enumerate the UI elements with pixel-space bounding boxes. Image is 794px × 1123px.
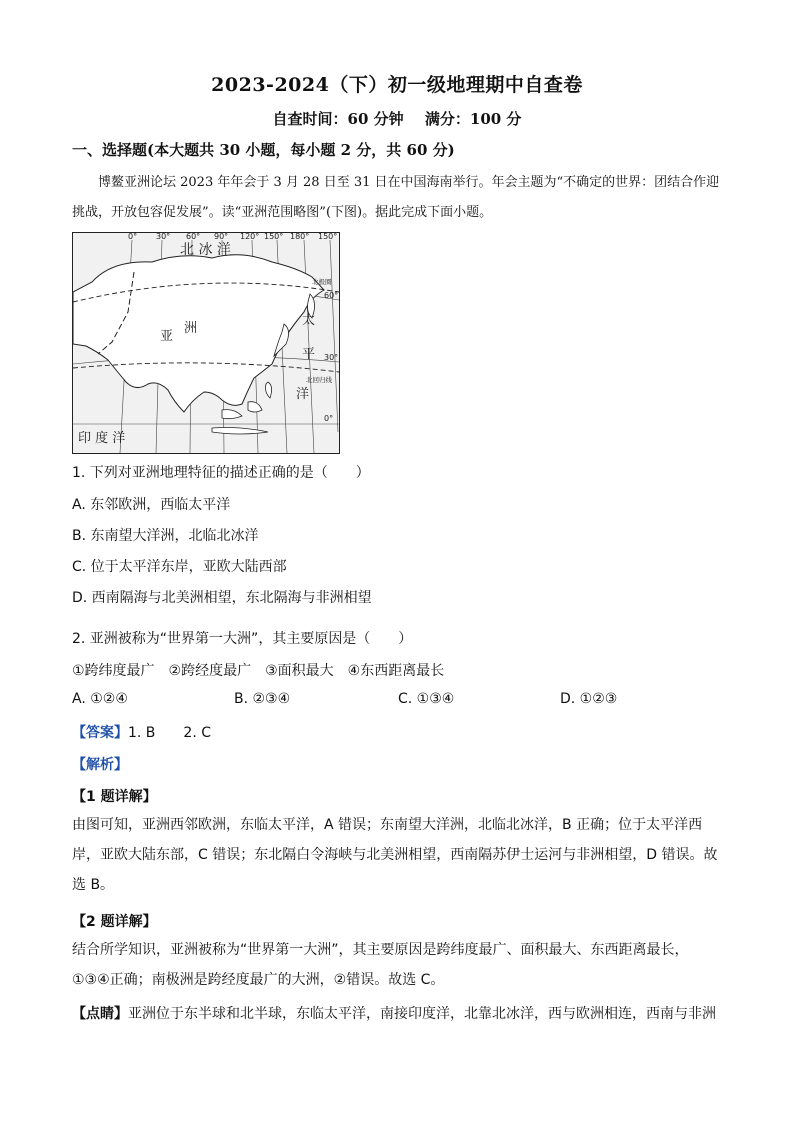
intro-paragraph: 博鳌亚洲论坛 2023 年年会于 3 月 28 日至 31 日在中国海南举行。年会主题为“不确定的世界：团结合作迎挑战，开放包容促发展”。读“亚洲范围略图”(下图)。据此完成下面小题。 — [72, 175, 720, 220]
q2-detail-heading: 【2 题详解】 — [72, 914, 157, 930]
lon-label: 150° — [318, 232, 338, 241]
question-2-stem: 2. 亚洲被称为“世界第一大洲”，其主要原因是（ ） — [72, 631, 413, 647]
lat-label: 0° — [324, 414, 334, 423]
lat-label: 30° — [324, 353, 339, 362]
section-heading: 一、选择题(本大题共 30 小题，每小题 2 分，共 60 分) — [72, 141, 455, 159]
lon-label: 90° — [214, 232, 229, 241]
q1-option-c: C. 位于太平洋东岸，亚欧大陆西部 — [72, 559, 287, 575]
lon-label: 180° — [290, 232, 310, 241]
q2-option-d: D. ①②③ — [560, 691, 618, 707]
asia-label: 洲 — [184, 321, 198, 336]
lon-label: 60° — [186, 232, 201, 241]
q2-option-c: C. ①③④ — [398, 691, 455, 707]
q1-option-a: A. 东邻欧洲，西临太平洋 — [72, 497, 231, 513]
q2-statements: ①跨纬度最广 ②跨经度最广 ③面积最大 ④东西距离最长 — [72, 663, 445, 679]
q2-options — [72, 691, 732, 707]
q2-option-a: A. ①②④ — [72, 691, 128, 707]
time-label: 自查时间：60 分钟 — [272, 110, 404, 128]
question-1-stem: 1. 下列对亚洲地理特征的描述正确的是（ ） — [72, 465, 370, 481]
q2-option-b: B. ②③④ — [234, 691, 291, 707]
point-text: 亚洲位于东半球和北半球，东临太平洋，南接印度洋，北靠北冰洋，西与欧洲相连，西南与非洲 — [128, 1006, 716, 1022]
indian-ocean-label: 印 度 洋 — [78, 431, 126, 446]
tropic-label: 北回归线 — [306, 376, 332, 384]
point-tag: 【点睛】 — [72, 1006, 128, 1022]
pacific-label: 平 — [302, 347, 316, 362]
page-title: 2023-2024（下）初一级地理期中自查卷 — [211, 74, 583, 96]
lon-label: 30° — [156, 232, 171, 241]
asia-label: 亚 — [160, 329, 174, 344]
analysis-tag-line — [72, 754, 732, 774]
lon-label: 120° — [240, 232, 260, 241]
q1-option-d: D. 西南隔海与北美洲相望，东北隔海与非洲相望 — [72, 590, 372, 606]
arctic-circle-label: 北极圈 — [312, 278, 332, 286]
arctic-ocean-label: 北 冰 洋 — [180, 242, 231, 258]
q1-option-b: B. 东南望大洋洲，北临北冰洋 — [72, 528, 259, 544]
lat-label: 60° — [324, 291, 339, 300]
answer-text: 1. B 2. C — [128, 725, 211, 741]
score-label: 满分：100 分 — [424, 110, 522, 128]
answer-line — [72, 722, 732, 742]
lon-label: 150° — [264, 232, 284, 241]
answer-tag: 【答案】 — [72, 725, 128, 741]
q1-detail-heading: 【1 题详解】 — [72, 789, 157, 805]
asia-map — [72, 232, 340, 454]
analysis-tag: 【解析】 — [72, 757, 128, 773]
q1-detail-text: 由图可知，亚洲西邻欧洲，东临太平洋，A 错误；东南望大洋洲，北临北冰洋，B 正确；位于太平洋西岸，亚欧大陆东部，C 错误；东北隔白令海峡与北美洲相望，西南隔苏伊士运河与非洲相望，D 错误。故选 B。 — [72, 817, 718, 893]
pacific-label: 太 — [302, 313, 316, 328]
point-line — [72, 1003, 732, 1023]
exam-info — [0, 108, 794, 129]
pacific-label: 洋 — [296, 387, 310, 402]
lon-label: 0° — [128, 232, 138, 241]
q2-detail-text: 结合所学知识，亚洲被称为“世界第一大洲”，其主要原因是跨纬度最广、面积最大、东西距离最长，①③④正确；南极洲是跨经度最广的大洲，②错误。故选 C。 — [72, 942, 689, 988]
